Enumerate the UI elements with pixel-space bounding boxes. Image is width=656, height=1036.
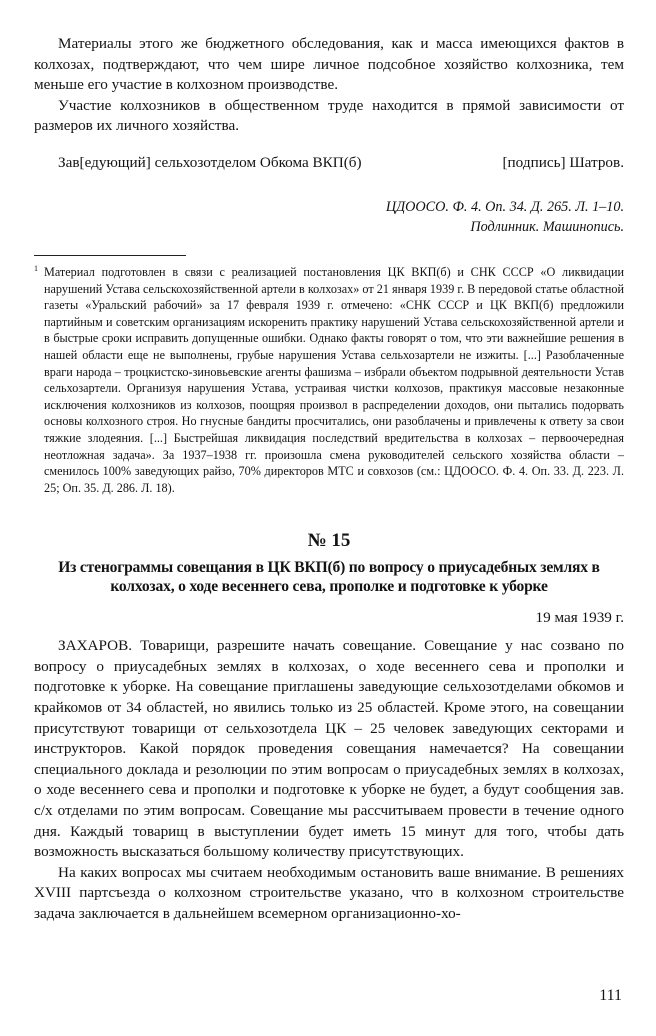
signature-line — [34, 153, 624, 173]
document-page — [34, 34, 624, 925]
document-number: № 15 — [307, 530, 351, 552]
document-title: Из стенограммы совещания в ЦК ВКП(б) по вопросу о приусадебных землях в колхозах, о ходе весеннего сева, прополке и подготовке к уборке — [58, 559, 600, 596]
signature-position: Зав[едующий] сельхозотделом Обкома ВКП(б) — [58, 153, 362, 171]
archive-reference: ЦДООСО. Ф. 4. Оп. 34. Д. 265. Л. 1–10. — [385, 198, 624, 215]
footnote-text: Материал подготовлен в связи с реализацией постановления ЦК ВКП(б) и СНК СССР «О ликвидации нарушений Устава сельскохозяйственной артели в колхозах» от 21 января 1939 г. В передовой статье областной газеты «Уральский рабочий» за 17 февраля 1939 г. отмечено: «СНК СССР и ЦК ВКП(б) предложили партийным и советским организациям искоренить практику нарушений Устава сельскохозяйственной артели и в быстрые сроки исправить допущенные ошибки. Однако факты говорят о том, что эти важнейшие решения в нашей области еще не выполнены, грубые нарушения Устава сельхозартели не изжиты. [...] Разоблаченные враги народа – троцкистско-зиновьевские агенты фашизма – избрали объектом подрывной деятельности Устав сельхозартели. Организуя нарушения Устава, устраивая чистки колхозов, практикуя массовые незаконные исключения колхозников из колхозов, поощряя произвол в распределении доходов, они пытались подорвать основы колхозного строя. Но гнусные бандиты просчитались, они разоблачены и привлечены к ответу за свои тяжкие злодеяния. [...] Быстрейшая ликвидация последствий вредительства в колхозах – первоочередная неотложная задача». За 1937–1938 гг. произошла смена руководителей сельского хозяйства области – сменилось 100% заведующих райзо, 70% директоров МТС и совхозов (см.: ЦДООСО. Ф. 4. Оп. 33. Д. 223. Л. 25; Оп. 35. Д. 286. Л. 18). — [44, 264, 624, 495]
footnote-divider — [34, 255, 186, 256]
signature-name: [подпись] Шатров. — [502, 153, 624, 171]
archive-reference-block — [34, 197, 624, 237]
intro-paragraph-2: Участие колхозников в общественном труде находится в прямой зависимости от размеров их личного хозяйства. — [34, 96, 624, 135]
footnote — [34, 264, 624, 496]
body-paragraph-2: На каких вопросах мы считаем необходимым остановить ваше внимание. В решениях XVIII партсъезда о колхозном строительстве указано, что в колхозном строительстве задача заключается в дальнейшем всемерном организационно-хо- — [34, 863, 624, 922]
body-paragraph-1: ЗАХАРОВ. Товарищи, разрешите начать совещание. Совещание у нас созвано по вопросу о приусадебных землях в колхозах, о ходе весеннего сева и прополки и подготовке к уборке. На совещание приглашены заведующие сельхозотделами обкомов и крайкомов от 34 областей, но явились только из 25 областей. Кроме этого, на совещании присутствуют товарищи от сельхозотдела ЦК – 25 человек заведующих секторами и инструкторов. Какой порядок проведения совещания намечается? На совещании специального доклада и резолюции по этим вопросам о приусадебных землях в колхозах, о ходе весеннего сева и прополки и подготовке к уборке не будет, а будут сообщения зав. с/х отделами по этим вопросам. Совещание мы рассчитываем провести в течение одного дня. Каждый товарищ в выступлении будет иметь 15 минут для того, чтобы дать возможность высказаться большому количеству присутствующих. — [34, 637, 624, 861]
footnote-marker: 1 — [34, 263, 38, 273]
document-date: 19 мая 1939 г. — [535, 609, 624, 627]
page-number: 111 — [599, 987, 622, 1004]
intro-paragraph-1: Материалы этого же бюджетного обследования, как и масса имеющихся фактов в колхозах, подтверждают, что чем шире личное подсобное хозяйство колхозника, тем меньше его участие в колхозном производстве. — [34, 35, 624, 94]
archive-note: Подлинник. Машинопись. — [470, 218, 624, 235]
